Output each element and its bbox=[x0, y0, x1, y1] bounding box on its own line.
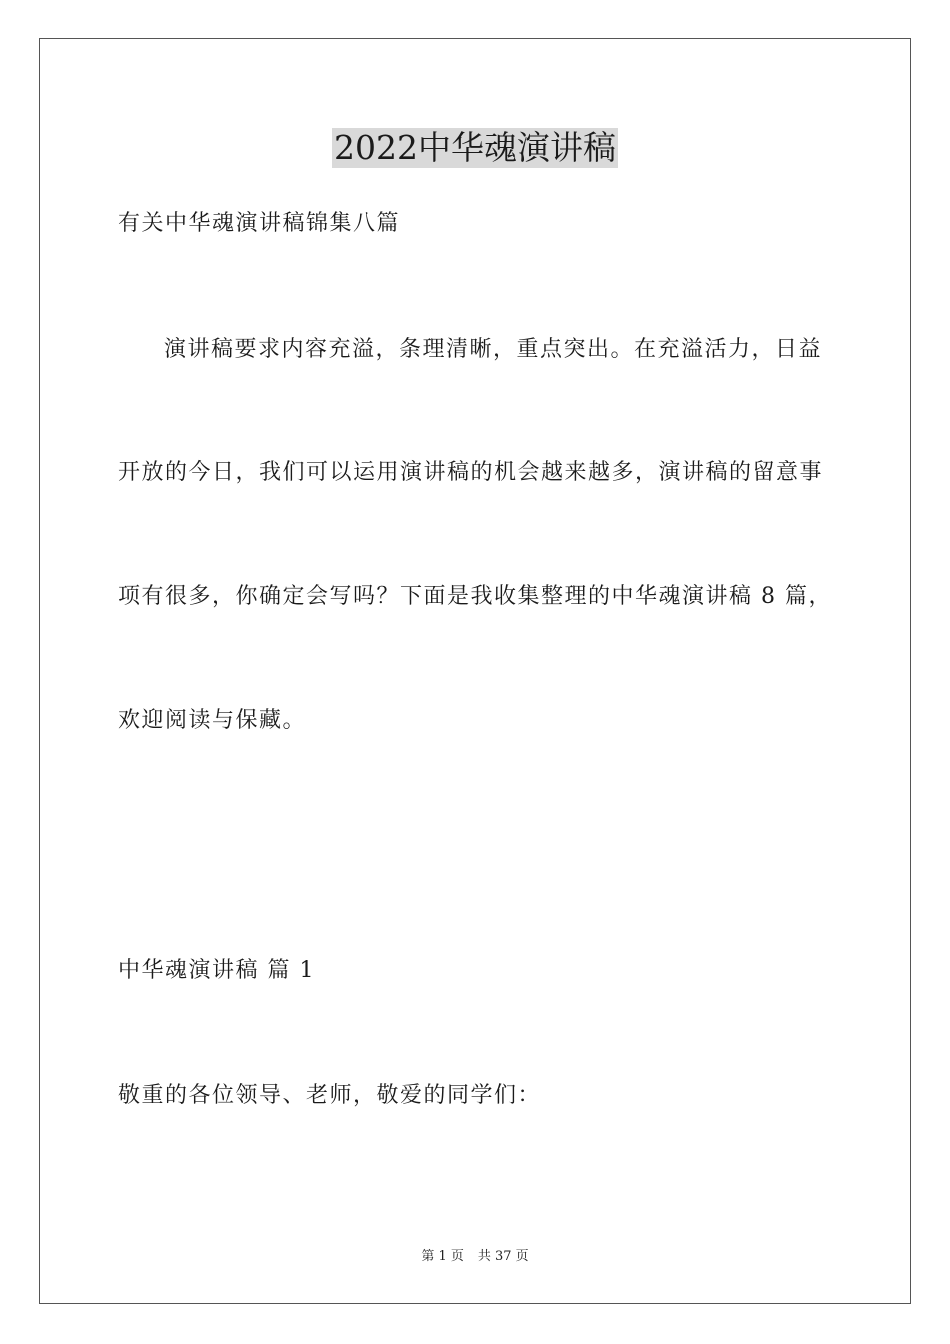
document-subtitle: 有关中华魂演讲稿锦集八篇 bbox=[118, 211, 401, 236]
intro-line-2: 开放的今日，我们可以运用演讲稿的机会越来越多，演讲稿的留意事 bbox=[118, 460, 824, 485]
salutation: 敬重的各位领导、老师，敬爱的同学们： bbox=[118, 1083, 542, 1108]
title-container bbox=[0, 128, 950, 168]
page-footer bbox=[0, 1248, 950, 1266]
intro-line-4: 欢迎阅读与保藏。 bbox=[118, 708, 307, 733]
intro-line-1: 演讲稿要求内容充溢，条理清晰，重点突出。在充溢活力，日益 bbox=[164, 337, 823, 362]
page-number: 第 1 页 bbox=[421, 1249, 464, 1264]
document-title: 2022中华魂演讲稿 bbox=[334, 128, 616, 167]
section-heading: 中华魂演讲稿 篇 1 bbox=[118, 958, 315, 983]
intro-line-3: 项有很多，你确定会写吗？下面是我收集整理的中华魂演讲稿 8 篇， bbox=[118, 584, 832, 609]
page-total: 共 37 页 bbox=[477, 1249, 529, 1264]
